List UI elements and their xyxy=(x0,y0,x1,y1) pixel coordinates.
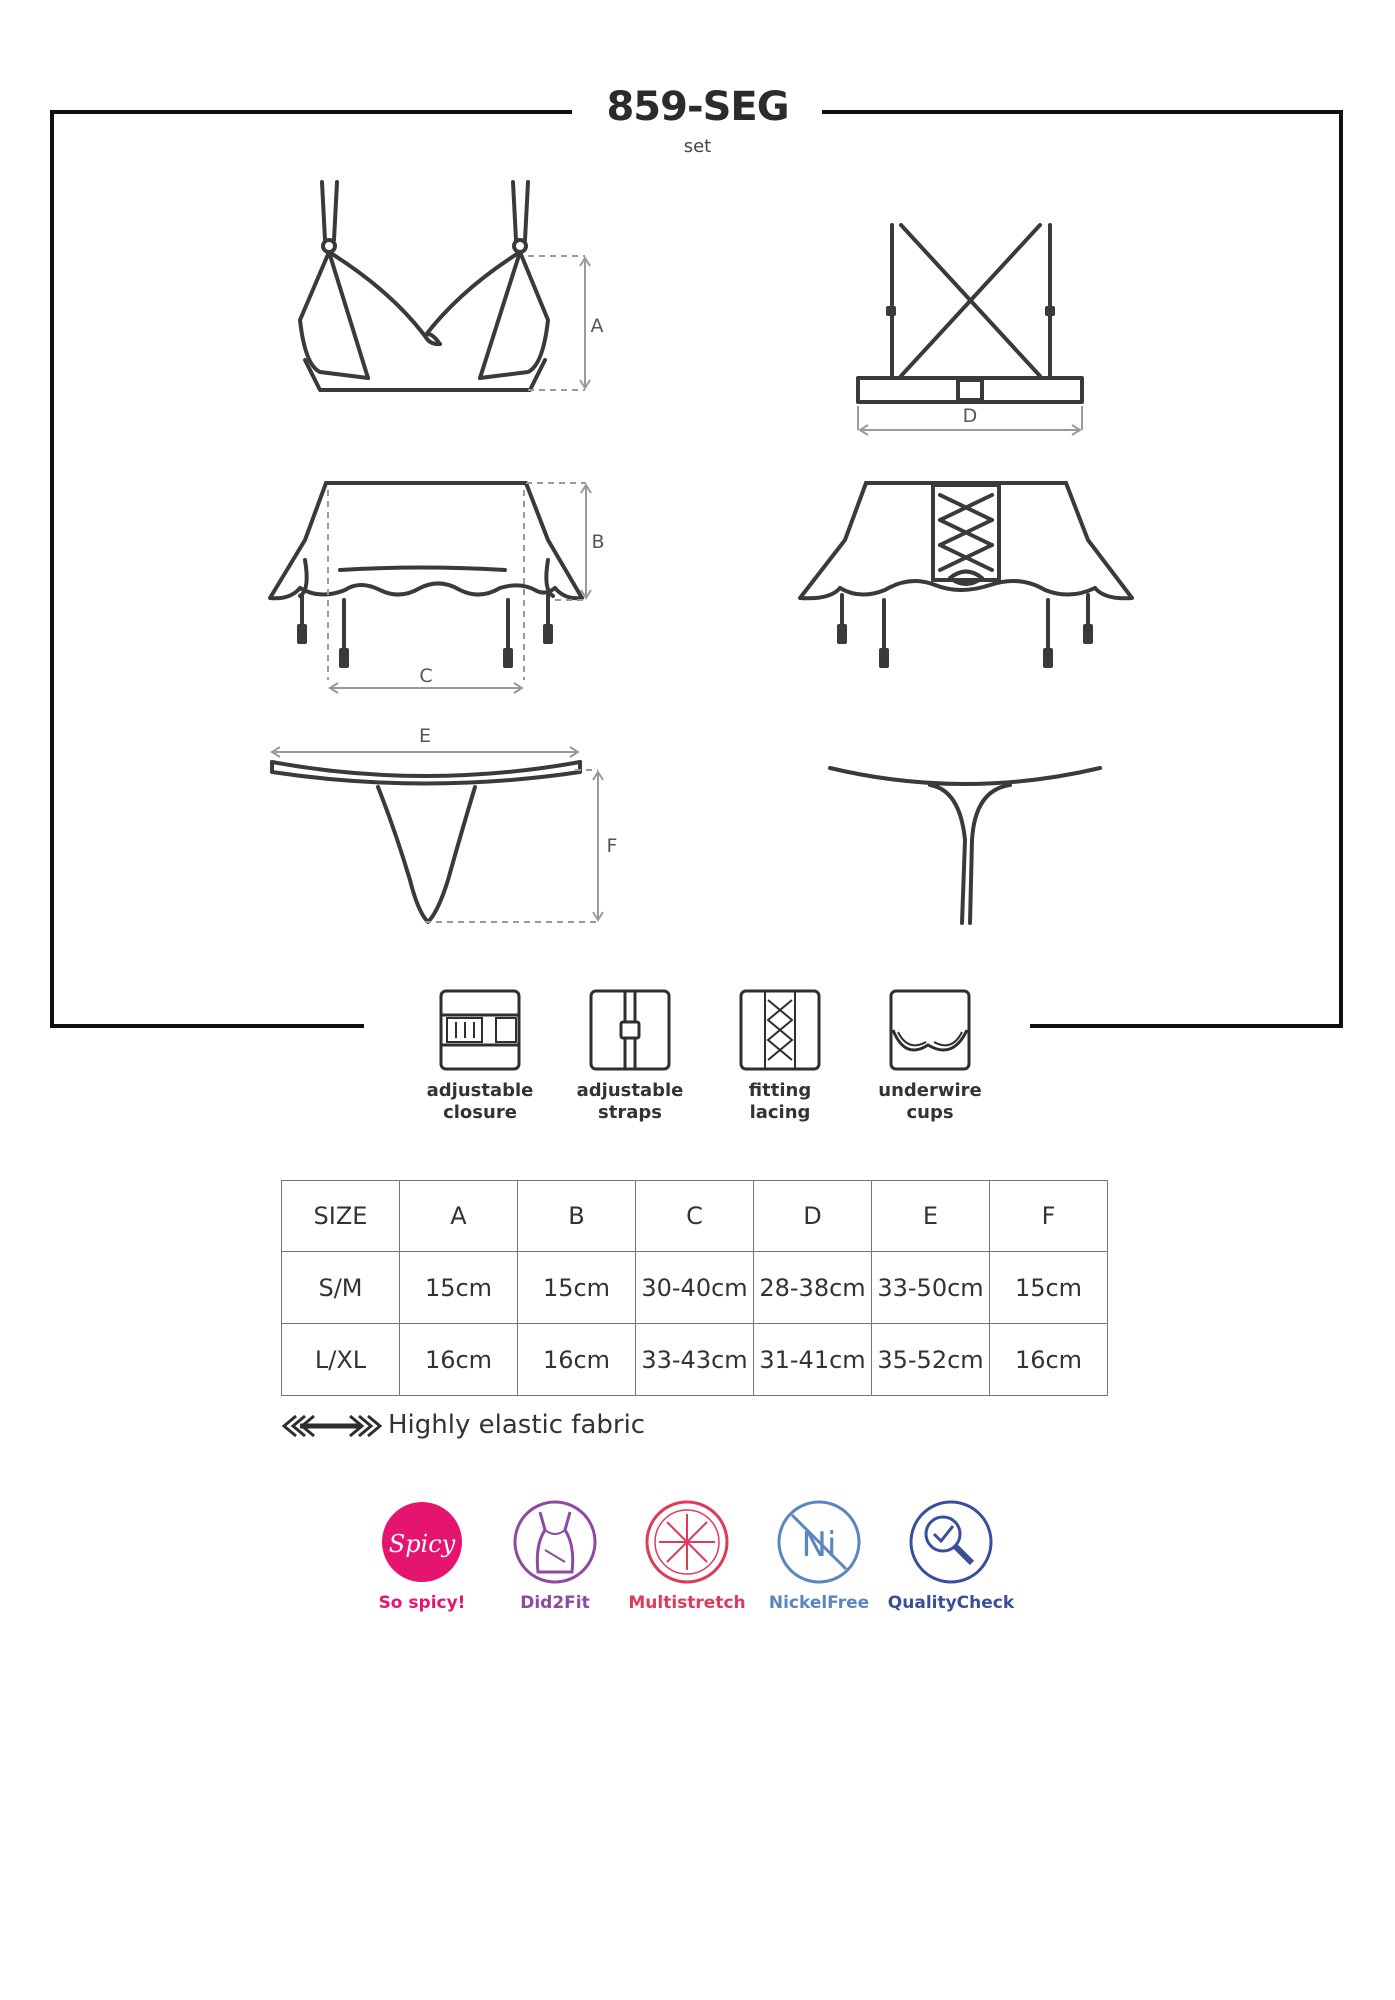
header-cell: D xyxy=(754,1181,872,1252)
dim-label-b: B xyxy=(591,531,605,553)
header-cell: E xyxy=(872,1181,990,1252)
nickelfree-icon xyxy=(779,1502,859,1582)
badge-label-did2fit: Did2Fit xyxy=(520,1593,590,1613)
spicy-icon xyxy=(382,1502,462,1582)
feature-line: adjustable xyxy=(576,1080,684,1101)
did2fit-icon xyxy=(515,1502,595,1582)
table-cell: 33-43cm xyxy=(636,1324,754,1396)
header-cell: F xyxy=(990,1181,1108,1252)
garter-front-drawing xyxy=(270,483,582,650)
feature-label-closure xyxy=(405,1080,555,1124)
elastic-arrows-icon xyxy=(284,1416,380,1436)
multistretch-icon xyxy=(647,1502,727,1582)
qualitycheck-icon xyxy=(911,1502,991,1582)
svg-text:Ni: Ni xyxy=(801,1525,837,1565)
adjustable-straps-icon xyxy=(591,991,669,1069)
feature-line: closure xyxy=(443,1102,517,1123)
dim-label-c: C xyxy=(419,665,433,687)
product-code: 859-SEG xyxy=(606,84,789,130)
thong-front-drawing xyxy=(272,762,580,922)
thong-back-drawing xyxy=(830,768,1100,923)
table-cell: 16cm xyxy=(400,1324,518,1396)
dim-label-f: F xyxy=(606,835,618,857)
size-table-header xyxy=(282,1181,1108,1252)
table-cell: 28-38cm xyxy=(754,1252,872,1324)
feature-line: fitting xyxy=(748,1080,812,1101)
table-cell: 15cm xyxy=(400,1252,518,1324)
feature-label-underwire xyxy=(855,1080,1005,1124)
garter-back-drawing xyxy=(800,483,1132,650)
svg-text:Spicy: Spicy xyxy=(388,1530,456,1558)
header-cell: B xyxy=(518,1181,636,1252)
badge-label-multistretch: Multistretch xyxy=(628,1593,746,1613)
feature-line: cups xyxy=(906,1102,954,1123)
underwire-cups-icon xyxy=(891,991,969,1069)
table-cell: 15cm xyxy=(990,1252,1108,1324)
badge-label-spicy: So spicy! xyxy=(378,1593,466,1613)
elastic-note: Highly elastic fabric xyxy=(388,1410,646,1440)
table-cell: 31-41cm xyxy=(754,1324,872,1396)
size-table xyxy=(281,1180,1108,1396)
dim-label-d: D xyxy=(962,405,978,427)
header-cell: C xyxy=(636,1181,754,1252)
table-cell: 15cm xyxy=(518,1252,636,1324)
dim-label-e: E xyxy=(418,725,432,747)
header-cell: A xyxy=(400,1181,518,1252)
feature-label-straps xyxy=(555,1080,705,1124)
table-cell: 16cm xyxy=(990,1324,1108,1396)
table-cell: 33-50cm xyxy=(872,1252,990,1324)
adjustable-closure-icon xyxy=(441,991,519,1069)
dim-label-a: A xyxy=(590,315,604,337)
feature-line: underwire xyxy=(878,1080,982,1101)
table-row xyxy=(282,1252,1108,1324)
product-subtitle: set xyxy=(683,136,712,157)
badge-label-qualitycheck: QualityCheck xyxy=(887,1593,1015,1613)
table-cell: 16cm xyxy=(518,1324,636,1396)
badge-label-nickelfree: NickelFree xyxy=(768,1593,870,1613)
table-cell: L/XL xyxy=(282,1324,400,1396)
feature-label-lacing xyxy=(705,1080,855,1124)
bra-front-drawing xyxy=(300,182,548,390)
fitting-lacing-icon xyxy=(741,991,819,1069)
table-cell: S/M xyxy=(282,1252,400,1324)
table-cell: 30-40cm xyxy=(636,1252,754,1324)
header-cell: SIZE xyxy=(282,1181,400,1252)
feature-line: straps xyxy=(598,1102,662,1123)
feature-line: adjustable xyxy=(426,1080,534,1101)
table-cell: 35-52cm xyxy=(872,1324,990,1396)
table-row xyxy=(282,1324,1108,1396)
feature-line: lacing xyxy=(749,1102,811,1123)
